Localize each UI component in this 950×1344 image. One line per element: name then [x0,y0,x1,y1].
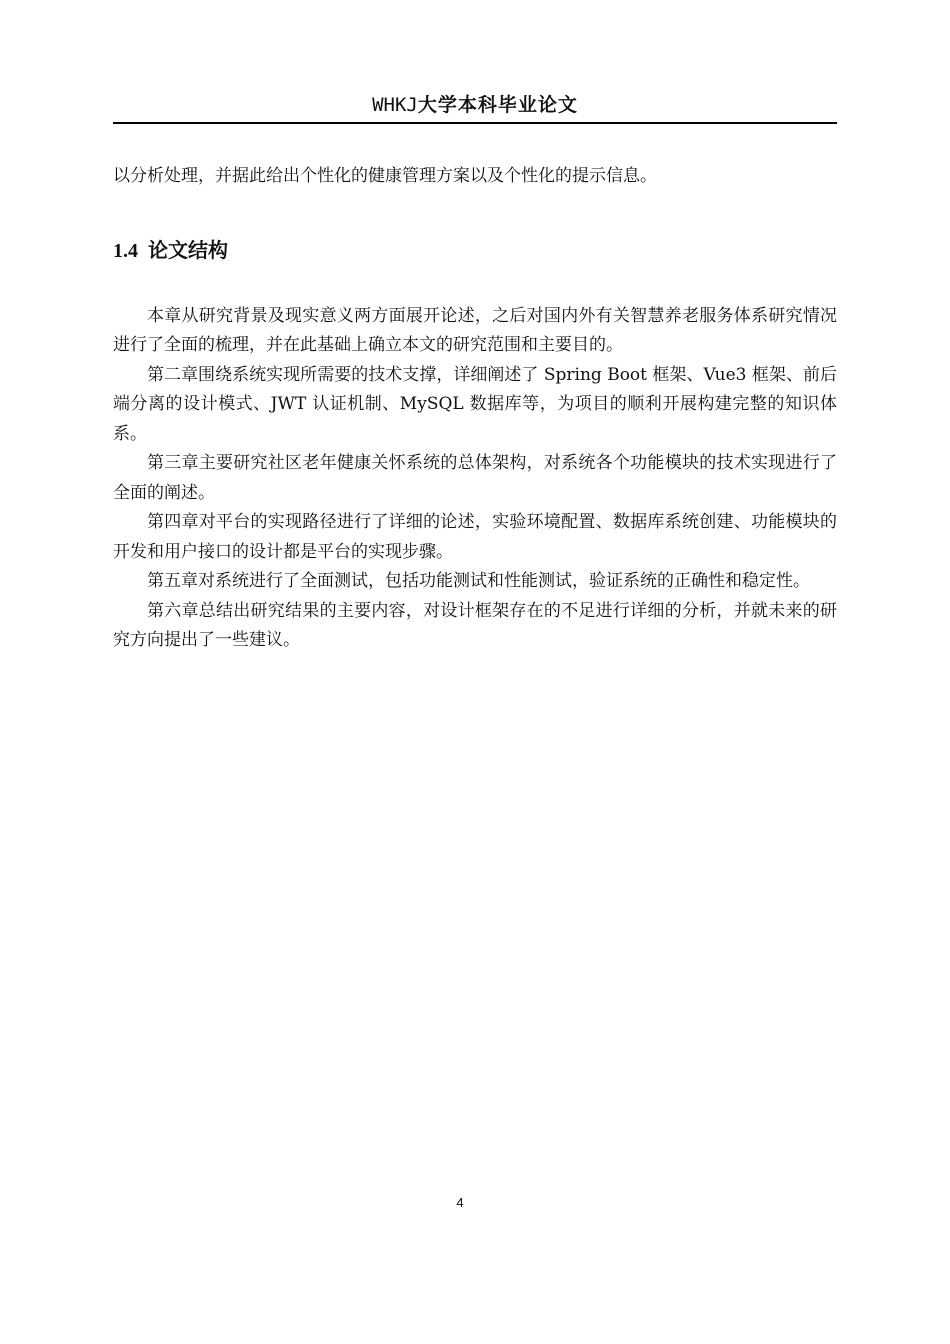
section-body [113,302,837,656]
page-content [113,162,837,656]
page-header [113,92,837,124]
body-paragraph: 第六章总结出研究结果的主要内容，对设计框架存在的不足进行详细的分析，并就未来的研究方向提出了一些建议。 [113,600,837,650]
body-paragraph: 第五章对系统进行了全面测试，包括功能测试和性能测试，验证系统的正确性和稳定性。 [147,571,810,591]
header-latin-text: WHKJ [372,94,418,116]
section-title: 论文结构 [148,237,228,262]
header-title [372,94,578,116]
intro-paragraph: 以分析处理，并据此给出个性化的健康管理方案以及个性化的提示信息。 [113,166,657,186]
page-number: 4 [456,1195,464,1210]
body-paragraph: 第二章围绕系统实现所需要的技术支撑，详细阐述了 Spring Boot 框架、Vue3 框架、前后端分离的设计模式、JWT 认证机制、MySQL 数据库等，为项目的顺利开展构建完整的知识体系。 [113,364,837,444]
body-paragraph: 第四章对平台的实现路径进行了详细的论述，实验环境配置、数据库系统创建、功能模块的开发和用户接口的设计都是平台的实现步骤。 [113,512,837,562]
header-chinese-text: 大学本科毕业论文 [417,94,578,116]
body-paragraph: 第三章主要研究社区老年健康关怀系统的总体架构，对系统各个功能模块的技术实现进行了全面的阐述。 [113,453,837,503]
section-heading [113,235,837,265]
section-number: 1.4 [113,239,138,262]
body-paragraph: 本章从研究背景及现实意义两方面展开论述，之后对国内外有关智慧养老服务体系研究情况进行了全面的梳理，并在此基础上确立本文的研究范围和主要目的。 [113,305,837,355]
